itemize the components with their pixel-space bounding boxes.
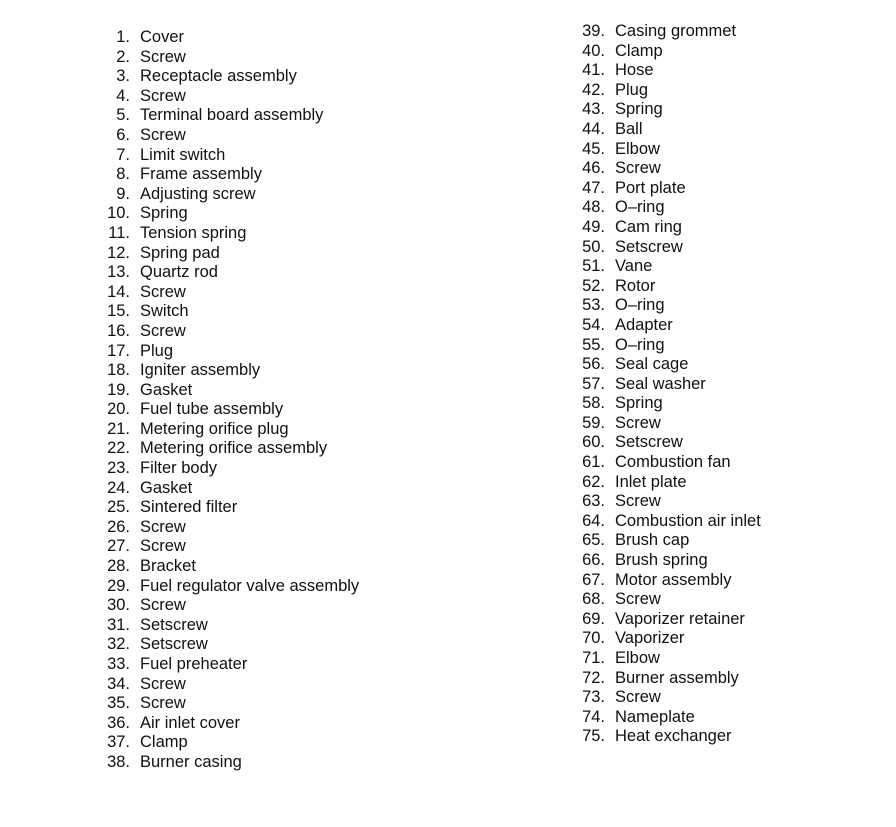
part-number: 19. [107, 380, 130, 399]
part-number: 56. [582, 355, 605, 374]
part-number: 14. [107, 282, 130, 301]
part-number: 75. [582, 727, 605, 746]
part-name: Port plate [615, 178, 686, 197]
parts-list-item [100, 87, 359, 107]
parts-list-item [100, 302, 359, 322]
part-name: Vane [615, 257, 653, 276]
parts-list-item [575, 22, 761, 42]
part-name: O–ring [615, 198, 665, 217]
part-number: 7. [116, 145, 130, 164]
part-name: Ball [615, 119, 643, 138]
part-number: 45. [582, 139, 605, 158]
parts-list-item [100, 244, 359, 264]
parts-list-item [100, 67, 359, 87]
part-number: 63. [582, 492, 605, 511]
parts-list-item [575, 492, 761, 512]
parts-list-item [100, 675, 359, 695]
parts-list-item [100, 381, 359, 401]
parts-list-item [575, 669, 761, 689]
part-name: Screw [615, 159, 661, 178]
part-number: 39. [582, 22, 605, 40]
part-name: O–ring [615, 296, 665, 315]
part-number: 6. [116, 125, 130, 144]
part-name: Switch [140, 302, 189, 321]
parts-list-item [575, 414, 761, 434]
parts-list-item [575, 571, 761, 591]
part-name: Tension spring [140, 223, 247, 242]
part-number: 27. [107, 537, 130, 556]
parts-list-item [100, 616, 359, 636]
parts-list-left [100, 28, 359, 773]
part-name: Limit switch [140, 145, 226, 164]
part-number: 17. [107, 341, 130, 360]
parts-list-item [575, 394, 761, 414]
part-number: 32. [107, 635, 130, 654]
parts-list-item [100, 204, 359, 224]
parts-list-item [575, 610, 761, 630]
part-number: 60. [582, 433, 605, 452]
part-name: Screw [140, 282, 186, 301]
parts-list-item [575, 336, 761, 356]
parts-list-item [575, 100, 761, 120]
part-name: Vaporizer [615, 629, 685, 648]
part-number: 34. [107, 674, 130, 693]
part-number: 26. [107, 517, 130, 536]
part-number: 10. [107, 204, 130, 223]
part-name: Rotor [615, 276, 656, 295]
part-name: Screw [140, 125, 186, 144]
part-name: Plug [140, 341, 174, 360]
part-number: 46. [582, 159, 605, 178]
part-number: 58. [582, 394, 605, 413]
part-name: Clamp [615, 41, 663, 60]
part-number: 23. [107, 459, 130, 478]
part-number: 42. [582, 80, 605, 99]
parts-list-item [100, 655, 359, 675]
part-name: Setscrew [140, 635, 208, 654]
part-name: Spring [615, 100, 663, 119]
part-name: Hose [615, 61, 654, 80]
parts-list-item [575, 512, 761, 532]
part-name: Setscrew [140, 615, 208, 634]
parts-list-item [100, 322, 359, 342]
part-number: 5. [116, 106, 130, 125]
parts-list-item [575, 375, 761, 395]
parts-list-item [100, 106, 359, 126]
part-name: Combustion air inlet [615, 511, 761, 530]
parts-list-item [100, 146, 359, 166]
parts-list-item [575, 629, 761, 649]
part-number: 30. [107, 596, 130, 615]
part-number: 33. [107, 655, 130, 673]
parts-list-item [100, 459, 359, 479]
part-name: Brush spring [615, 551, 708, 570]
part-number: 65. [582, 531, 605, 550]
parts-list-item [100, 635, 359, 655]
part-name: Screw [140, 694, 186, 713]
parts-list-item [100, 577, 359, 597]
part-number: 28. [107, 557, 130, 576]
part-name: Screw [140, 537, 186, 556]
part-number: 74. [582, 707, 605, 726]
part-number: 18. [107, 361, 130, 380]
part-name: Casing grommet [615, 22, 737, 40]
part-number: 50. [582, 237, 605, 256]
part-number: 48. [582, 198, 605, 217]
parts-list-item [575, 473, 761, 493]
parts-list-item [575, 688, 761, 708]
part-number: 12. [107, 243, 130, 262]
part-name: Clamp [140, 733, 188, 752]
part-name: Frame assembly [140, 165, 262, 184]
part-name: Screw [140, 517, 186, 536]
parts-list-item [100, 165, 359, 185]
parts-list-item [100, 694, 359, 714]
part-number: 57. [582, 374, 605, 393]
part-name: Screw [140, 596, 186, 615]
parts-list-item [100, 126, 359, 146]
parts-list-item [100, 185, 359, 205]
parts-list-item [575, 198, 761, 218]
part-number: 72. [582, 668, 605, 687]
part-name: Vaporizer retainer [615, 609, 745, 628]
parts-list-item [100, 48, 359, 68]
part-number: 38. [107, 752, 130, 771]
part-number: 1. [116, 28, 130, 46]
part-name: Terminal board assembly [140, 106, 324, 125]
parts-list-item [575, 277, 761, 297]
part-number: 29. [107, 576, 130, 595]
parts-list-item [575, 551, 761, 571]
parts-list-item [575, 708, 761, 728]
parts-list-item [575, 257, 761, 277]
part-name: Elbow [615, 649, 660, 667]
parts-list-item [575, 179, 761, 199]
part-number: 16. [107, 321, 130, 340]
part-name: Fuel regulator valve assembly [140, 576, 360, 595]
parts-list-item [100, 420, 359, 440]
parts-list-item [575, 727, 761, 747]
parts-list-item [575, 453, 761, 473]
part-number: 8. [116, 165, 130, 184]
part-name: Metering orifice assembly [140, 439, 328, 458]
part-name: Combustion fan [615, 453, 731, 472]
parts-list-item [100, 733, 359, 753]
part-number: 20. [107, 400, 130, 419]
parts-list-item [100, 342, 359, 362]
part-name: Spring [615, 394, 663, 413]
parts-list-right [575, 22, 761, 747]
part-number: 53. [582, 296, 605, 315]
part-name: Setscrew [615, 237, 683, 256]
parts-list-item [100, 714, 359, 734]
parts-list-item [100, 263, 359, 283]
part-number: 73. [582, 688, 605, 707]
part-name: Seal cage [615, 355, 689, 374]
part-number: 43. [582, 100, 605, 119]
parts-list-item [575, 218, 761, 238]
part-number: 9. [116, 184, 130, 203]
part-name: Screw [140, 321, 186, 340]
parts-list-item [575, 649, 761, 669]
parts-list-item [575, 355, 761, 375]
part-number: 64. [582, 511, 605, 530]
parts-list-item [575, 316, 761, 336]
parts-list-item [575, 42, 761, 62]
parts-list-item [575, 238, 761, 258]
parts-list-item [575, 531, 761, 551]
part-name: Seal washer [615, 374, 706, 393]
part-number: 62. [582, 472, 605, 491]
part-name: Cover [140, 28, 185, 46]
part-name: Brush cap [615, 531, 690, 550]
part-number: 69. [582, 609, 605, 628]
parts-list-item [575, 433, 761, 453]
parts-list-item [575, 61, 761, 81]
part-name: Receptacle assembly [140, 67, 297, 86]
part-name: Air inlet cover [140, 713, 240, 732]
part-name: O–ring [615, 335, 665, 354]
parts-list-item [100, 479, 359, 499]
part-number: 41. [582, 61, 605, 80]
parts-list-item [575, 120, 761, 140]
parts-list-item [100, 557, 359, 577]
part-number: 66. [582, 551, 605, 570]
part-name: Motor assembly [615, 570, 732, 589]
part-name: Screw [615, 492, 661, 511]
part-name: Screw [140, 86, 186, 105]
part-number: 70. [582, 629, 605, 648]
part-name: Inlet plate [615, 472, 687, 491]
part-name: Plug [615, 80, 649, 99]
parts-list-item [100, 753, 359, 773]
parts-list-item [575, 140, 761, 160]
parts-list-item [100, 498, 359, 518]
part-number: 68. [582, 590, 605, 609]
part-number: 3. [116, 67, 130, 86]
part-name: Screw [140, 47, 186, 66]
part-number: 21. [107, 419, 130, 438]
part-name: Sintered filter [140, 498, 238, 517]
part-number: 54. [582, 315, 605, 334]
part-name: Spring [140, 204, 188, 223]
part-name: Nameplate [615, 707, 695, 726]
part-name: Burner casing [140, 752, 242, 771]
part-number: 25. [107, 498, 130, 517]
part-name: Adapter [615, 315, 673, 334]
parts-list-item [100, 518, 359, 538]
part-name: Cam ring [615, 217, 682, 236]
part-number: 15. [107, 302, 130, 321]
part-name: Screw [140, 674, 186, 693]
part-number: 55. [582, 335, 605, 354]
part-number: 49. [582, 217, 605, 236]
part-name: Spring pad [140, 243, 220, 262]
part-number: 22. [107, 439, 130, 458]
part-name: Screw [615, 413, 661, 432]
parts-list-item [575, 590, 761, 610]
part-number: 2. [116, 47, 130, 66]
part-name: Filter body [140, 459, 218, 478]
parts-list-item [575, 296, 761, 316]
part-name: Screw [615, 688, 661, 707]
part-name: Screw [615, 590, 661, 609]
part-number: 47. [582, 178, 605, 197]
parts-list-item [100, 283, 359, 303]
parts-list-item [100, 400, 359, 420]
part-name: Gasket [140, 478, 193, 497]
part-name: Fuel preheater [140, 655, 248, 673]
part-number: 71. [582, 649, 605, 667]
parts-list-item [100, 28, 359, 48]
part-number: 59. [582, 413, 605, 432]
part-name: Metering orifice plug [140, 419, 289, 438]
part-number: 35. [107, 694, 130, 713]
part-number: 31. [107, 615, 130, 634]
part-number: 11. [108, 223, 130, 242]
part-name: Quartz rod [140, 263, 218, 282]
part-name: Elbow [615, 139, 660, 158]
part-name: Igniter assembly [140, 361, 261, 380]
parts-list-item [100, 596, 359, 616]
parts-list-item [575, 81, 761, 101]
parts-list-item [575, 159, 761, 179]
parts-list-item [100, 224, 359, 244]
part-number: 4. [116, 86, 130, 105]
part-name: Adjusting screw [140, 184, 256, 203]
part-name: Gasket [140, 380, 193, 399]
part-number: 61. [582, 453, 605, 472]
parts-list-item [100, 361, 359, 381]
part-number: 67. [582, 570, 605, 589]
part-number: 44. [582, 119, 605, 138]
part-number: 24. [107, 478, 130, 497]
part-number: 37. [107, 733, 130, 752]
part-name: Fuel tube assembly [140, 400, 284, 419]
part-number: 52. [582, 276, 605, 295]
parts-list-item [100, 537, 359, 557]
part-name: Bracket [140, 557, 196, 576]
part-name: Burner assembly [615, 668, 739, 687]
part-number: 36. [107, 713, 130, 732]
part-number: 13. [107, 263, 130, 282]
part-number: 51. [582, 257, 605, 276]
parts-list-item [100, 439, 359, 459]
part-name: Setscrew [615, 433, 683, 452]
part-name: Heat exchanger [615, 727, 732, 746]
part-number: 40. [582, 41, 605, 60]
